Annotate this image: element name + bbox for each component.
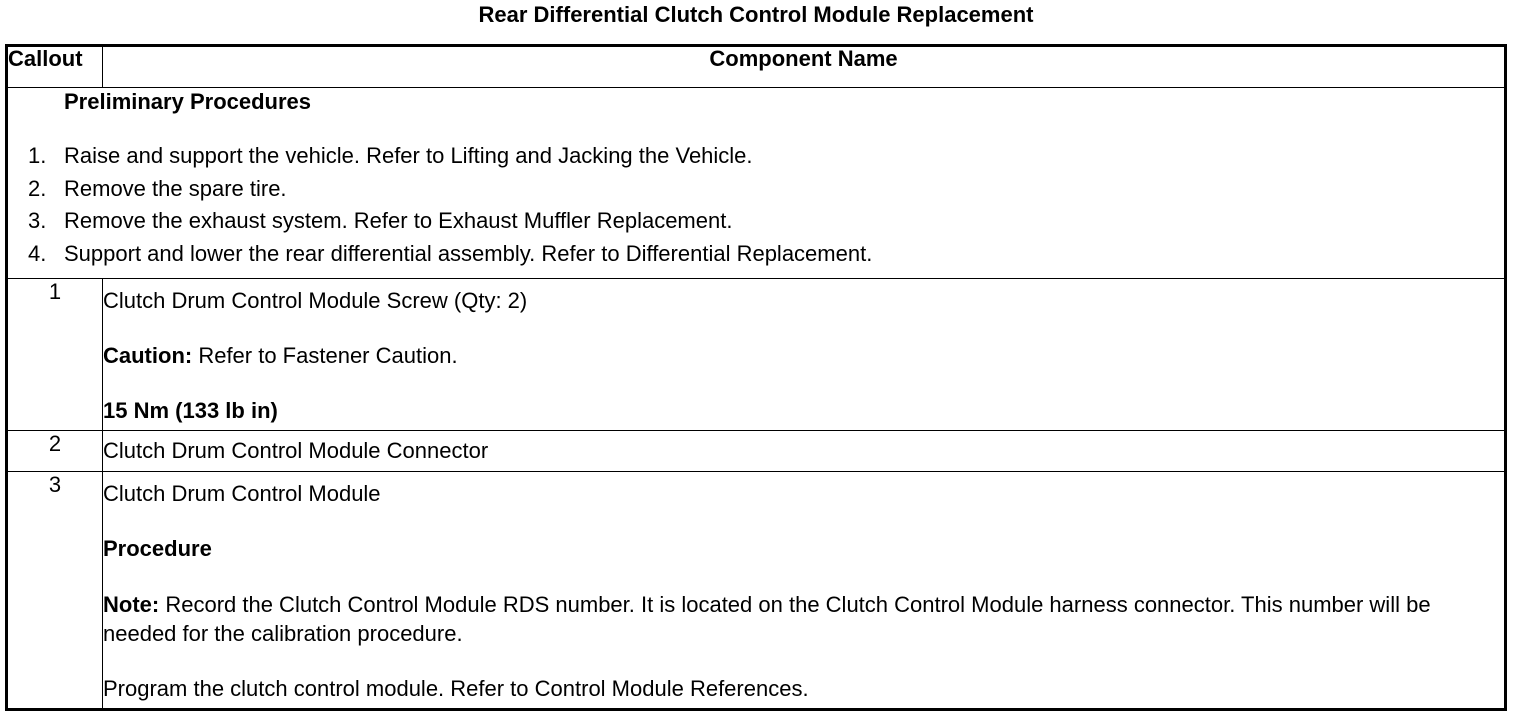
step-number: 2. xyxy=(28,175,47,201)
caution-text: Refer to Fastener Caution. xyxy=(192,343,458,368)
list-item xyxy=(8,205,1504,238)
component-name: Clutch Drum Control Module xyxy=(103,481,381,506)
component-description xyxy=(103,431,1506,472)
component-table xyxy=(5,44,1507,711)
component-name-header: Component Name xyxy=(103,46,1506,88)
component-name: Clutch Drum Control Module Connector xyxy=(103,438,489,463)
preliminary-cell xyxy=(7,88,1506,279)
caution-note xyxy=(103,342,1504,370)
table-header-row xyxy=(7,46,1506,88)
step-number: 3. xyxy=(28,208,47,233)
step-text: Raise and support the vehicle. Refer to Lifting and Jacking the Vehicle. xyxy=(64,143,753,168)
list-item xyxy=(8,140,1504,173)
component-description xyxy=(103,279,1506,431)
procedure-heading: Procedure xyxy=(103,536,212,561)
step-text: Remove the spare tire. xyxy=(64,175,287,201)
preliminary-steps xyxy=(8,140,1504,270)
step-text: Remove the exhaust system. Refer to Exhaust Muffler Replacement. xyxy=(64,208,733,233)
table-row xyxy=(7,279,1506,431)
callout-number: 3 xyxy=(7,472,103,710)
callout-number: 1 xyxy=(7,279,103,431)
component-description xyxy=(103,472,1506,710)
step-text: Support and lower the rear differential assembly. Refer to Differential Replacement. xyxy=(64,240,873,266)
preliminary-heading: Preliminary Procedures xyxy=(64,89,312,114)
callout-number: 2 xyxy=(7,431,103,472)
step-number: 4. xyxy=(28,240,47,266)
callout-header: Callout xyxy=(7,46,103,88)
list-item xyxy=(8,238,1504,271)
table-row xyxy=(7,472,1506,710)
note-text-block xyxy=(103,590,1504,648)
document-title: Rear Differential Clutch Control Module Replacement xyxy=(478,2,1034,27)
program-instruction: Program the clutch control module. Refer to Control Module References. xyxy=(103,676,809,701)
preliminary-row xyxy=(7,88,1506,279)
component-name: Clutch Drum Control Module Screw (Qty: 2) xyxy=(103,288,528,313)
caution-label: Caution: xyxy=(103,343,193,368)
note-label: Note: xyxy=(103,592,160,617)
list-item xyxy=(8,173,1504,206)
note-text: Record the Clutch Control Module RDS number. It is located on the Clutch Control Module harness connector. This number will be needed for the calibration procedure. xyxy=(103,592,1431,646)
table-row xyxy=(7,431,1506,472)
step-number: 1. xyxy=(28,143,47,168)
torque-spec: 15 Nm (133 lb in) xyxy=(103,398,278,423)
